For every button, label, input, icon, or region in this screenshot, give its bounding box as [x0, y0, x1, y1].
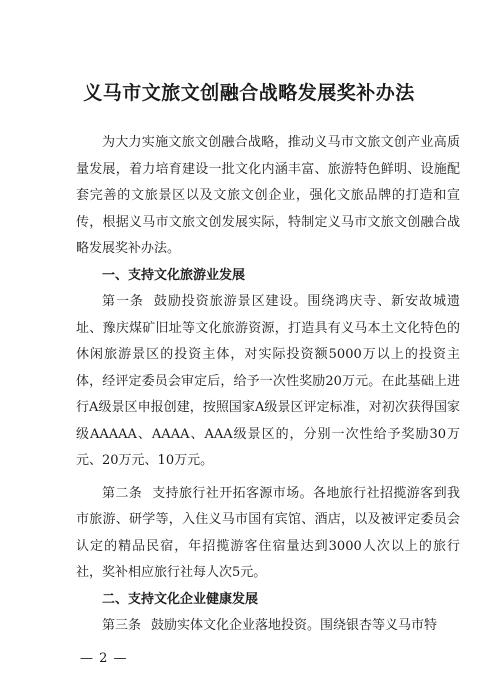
document-body — [76, 130, 460, 640]
article-2-text: 支持旅行社开拓客源市场。各地旅行社招揽游客到我市旅游、研学等，入住义马市国有宾馆、酒店，以及被评定委员会认定的精品民宿，年招揽游客住宿量达到3000人次以上的旅行社，奖补相应旅行社每人次5元。 — [76, 485, 460, 580]
article-2 — [76, 481, 460, 587]
page-number: — 2 — — [80, 651, 128, 666]
article-2-label: 第二条 — [102, 485, 143, 501]
article-3-text: 鼓励实体文化企业落地投资。围绕银杏等义马市特 — [151, 618, 438, 633]
section-heading-2: 二、支持文化企业健康发展 — [102, 591, 259, 607]
article-1 — [76, 289, 460, 475]
article-1-label: 第一条 — [102, 294, 144, 309]
intro-paragraph: 为大力实施文旅文创融合战略，推动义马市文旅文创产业高质量发展，着力培育建设一批文化内涵丰富、旅游特色鲜明、设施配套完善的文旅景区以及文旅文创企业，强化文旅品牌的打造和宣传，根据义马市文旅文创发展实际，特制定义马市文旅文创融合战略发展奖补办法。 — [76, 135, 460, 256]
section-heading-1: 一、支持文化旅游业发展 — [102, 267, 246, 283]
article-3-label: 第三条 — [102, 618, 142, 633]
article-3 — [76, 613, 460, 640]
article-1-text: 鼓励投资旅游景区建设。围绕鸿庆寺、新安故城遗址、豫庆煤矿旧址等文化旅游资源，打造具有义马本土文化特色的休闲旅游景区的投资主体，对实际投资额5000万以上的投资主体，经评定委员会审定后，给予一次性奖励20万元。在此基础上进行A级景区申报创建，按照国家A级景区评定标准，对初次获得国家级AAAAA、AAAA、AAA级景区的，分别一次性给予奖励30万元、20万元、10万元。 — [76, 294, 460, 468]
document-title: 义马市文旅文创融合战略发展奖补办法 — [83, 82, 415, 104]
